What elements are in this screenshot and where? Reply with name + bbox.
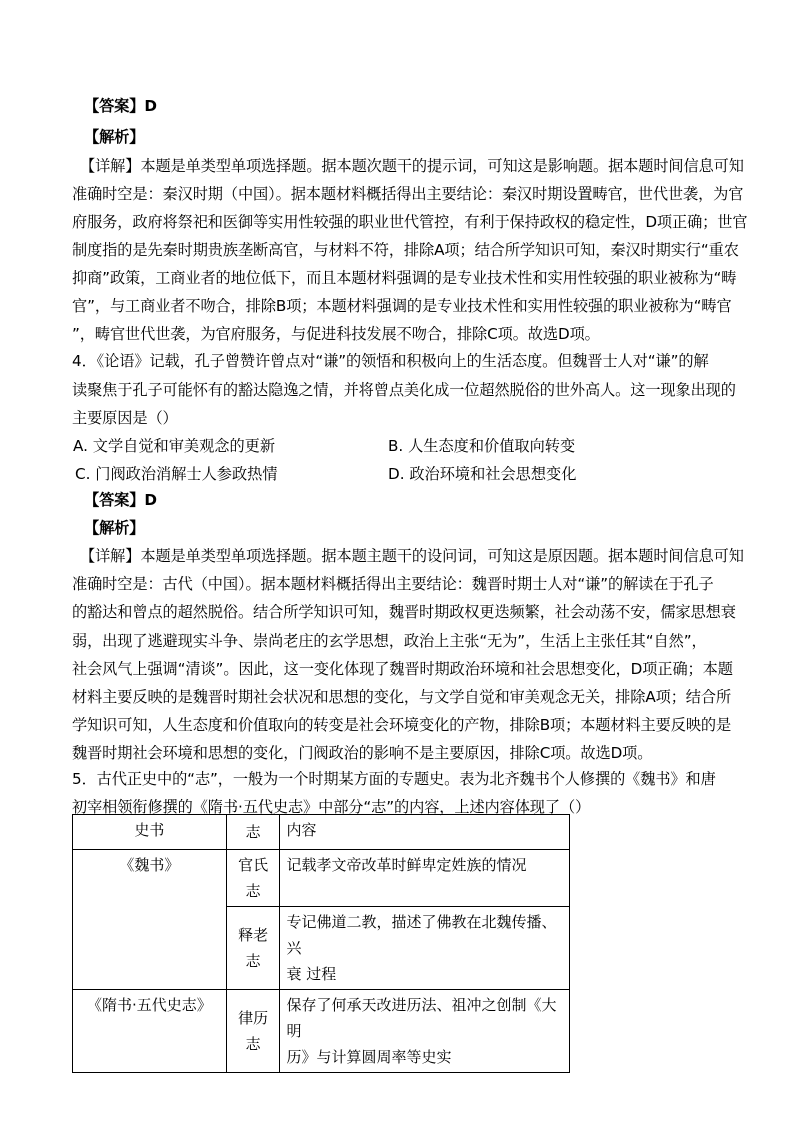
q4-stem-line: 读聚焦于孔子可能怀有的豁达隐逸之情，并将曾点美化成一位超然脱俗的世外高人。这一现象出现的 <box>72 381 736 399</box>
table-content-cell: 记载孝文帝改革时鲜卑定姓族的情况 <box>280 850 570 907</box>
table-book-suishu: 《隋书·五代史志》 <box>73 990 227 1073</box>
table-book-weishu: 《魏书》 <box>73 850 227 990</box>
table-zhi-cell: 官氏志 <box>226 850 280 907</box>
q4-detail-line: 准确时空是：古代（中国）。据本题材料概括得出主要结论：魏晋时期士人对“谦”的解读在于孔子 <box>72 575 714 593</box>
q3-detail-line: 官”，与工商业者不吻合，排除B项；本题材料强调的是专业技术性和实用性较强的职业被称为“畴官 <box>72 297 732 315</box>
table-header-zhi: 志 <box>226 815 280 850</box>
q5-stem-line: 初宰相领衔修撰的《隋书·五代史志》中部分“志”的内容，上述内容体现了（） <box>72 798 591 816</box>
q4-detail-line: 学知识可知，人生态度和价值取向的转变是社会环境变化的产物，排除B项；本题材料主要反映的是 <box>72 716 732 734</box>
q4-detail-line: 材料主要反映的是魏晋时期社会状况和思想的变化，与文学自觉和审美观念无关，排除A项；结合所 <box>72 688 732 706</box>
q4-stem-line: 主要原因是（） <box>72 409 178 427</box>
table-header-book: 史书 <box>73 815 227 850</box>
q5-table <box>72 814 570 1073</box>
table-content-cell <box>280 907 570 990</box>
q4-option-c: C. 门阀政治消解士人参政热情 <box>75 465 278 483</box>
q3-detail-line: 准确时空是：秦汉时期（中国）。据本题材料概括得出主要结论：秦汉时期设置畴官，世代世袭，为官 <box>72 185 744 203</box>
q4-detail-line: 魏晋时期社会环境和思想的变化，门阀政治的影响不是主要原因，排除C项。故选D项。 <box>72 744 653 762</box>
q4-option-b: B. 人生态度和价值取向转变 <box>388 437 576 455</box>
q4-detail-line: 【详解】本题是单类型单项选择题。据本题主题干的设问词，可知这是原因题。据本题时间信息可知 <box>80 547 744 565</box>
table-content-line: 衰 过程 <box>286 965 337 983</box>
table-header-content: 内容 <box>280 815 570 850</box>
q5-stem-line: 5．古代正史中的“志”，一般为一个时期某方面的专题史。表为北齐魏书个人修撰的《魏书》和唐 <box>72 770 716 788</box>
q3-detail-line: 【详解】本题是单类型单项选择题。据本题次题干的提示词，可知这是影响题。据本题时间信息可知 <box>80 157 744 175</box>
table-zhi-cell: 律历志 <box>226 990 280 1073</box>
table-content-cell <box>280 990 570 1073</box>
q4-option-a: A. 文学自觉和审美观念的更新 <box>73 437 276 455</box>
q3-detail-line: 府服务，政府将祭祀和医御等实用性较强的职业世代管控，有利于保持政权的稳定性，D项正确；世官 <box>72 213 748 231</box>
q4-stem-line: 4．《论语》记载，孔子曾赞许曾点对“谦”的领悟和积极向上的生活态度。但魏晋士人对“谦”的解 <box>72 352 709 370</box>
q3-answer: 【答案】D <box>84 97 157 115</box>
table-zhi-cell: 释老志 <box>226 907 280 990</box>
q4-detail-line: 的豁达和曾点的超然脱俗。结合所学知识可知，魏晋时期政权更迭频繁，社会动荡不安，儒家思想衰 <box>72 603 736 621</box>
q3-detail-line: ”，畴官世代世袭，为官府服务，与促进科技发展不吻合，排除C项。故选D项。 <box>72 325 600 343</box>
q4-detail-line: 社会风气上强调“清谈”。因此，这一变化体现了魏晋时期政治环境和社会思想变化，D项正确；本题 <box>72 660 733 678</box>
table-content-line: 保存了何承天改进历法、祖冲之创制《大明 <box>286 996 557 1040</box>
q4-answer: 【答案】D <box>84 491 157 509</box>
table-content-line: 历》与计算圆周率等史实 <box>286 1048 452 1066</box>
q4-detail-line: 弱，出现了逃避现实斗争、崇尚老庄的玄学思想，政治上主张“无为”，生活上主张任其“自然”， <box>72 632 707 650</box>
q4-option-d: D. 政治环境和社会思想变化 <box>388 465 577 483</box>
q3-detail-line: 抑商”政策，工商业者的地位低下，而且本题材料强调的是专业技术性和实用性较强的职业被称为“畴 <box>72 269 737 287</box>
table-content-line: 专记佛道二教，描述了佛教在北魏传播、兴 <box>286 913 557 957</box>
q3-detail-line: 制度指的是先秦时期贵族垄断高官，与材料不符，排除A项；结合所学知识可知，秦汉时期实行“重农 <box>72 241 739 259</box>
q3-analysis-heading: 【解析】 <box>84 128 145 146</box>
q4-analysis-heading: 【解析】 <box>84 519 145 537</box>
